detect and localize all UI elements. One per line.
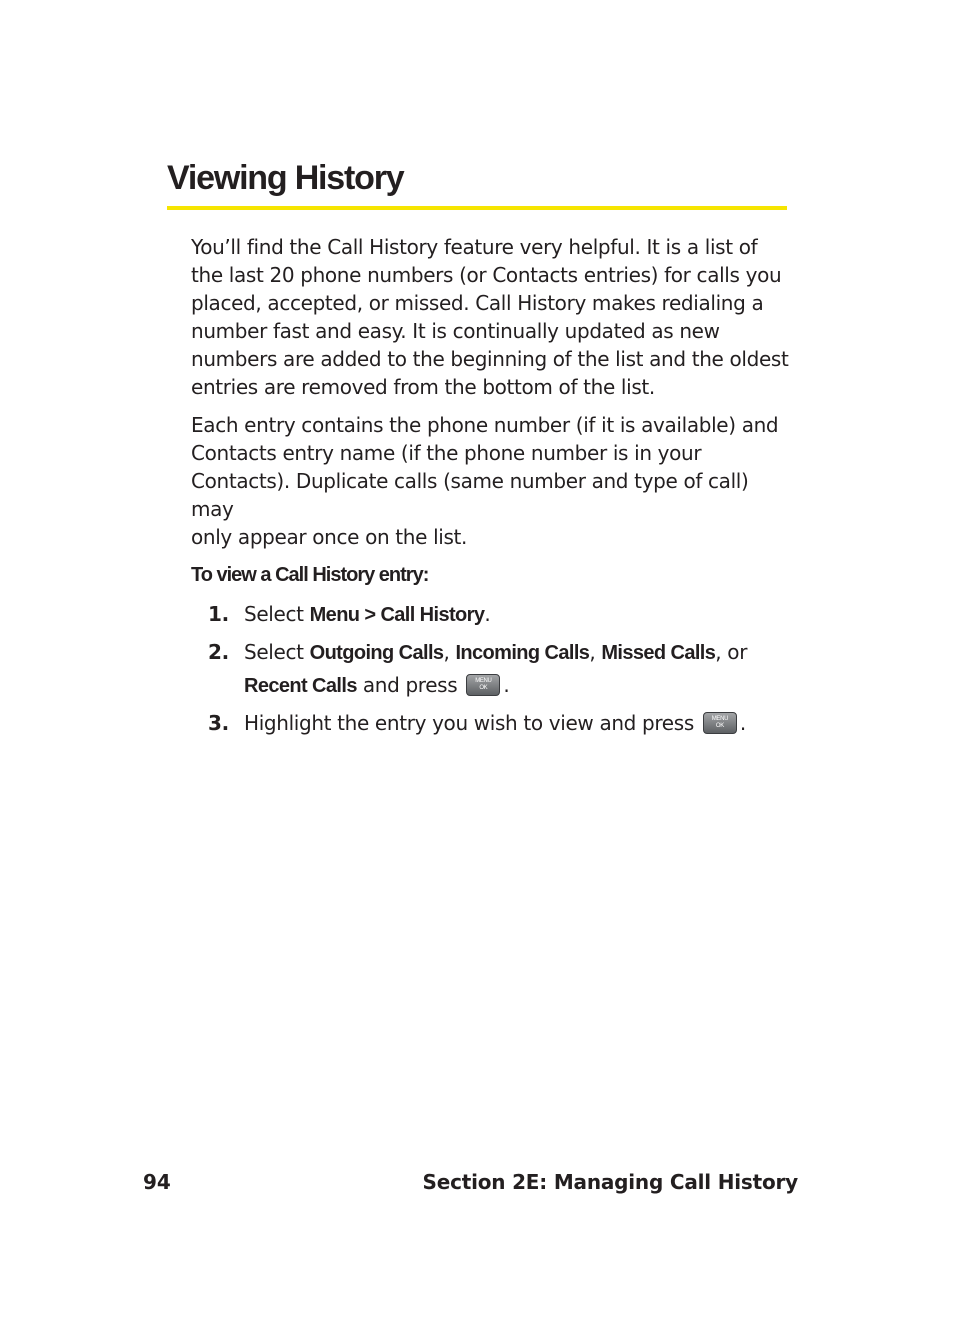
- menu-ok-key-icon: MENU OK: [703, 712, 737, 734]
- step-2: [191, 636, 791, 702]
- comma: ,: [589, 640, 602, 664]
- procedure-steps: [191, 598, 791, 739]
- step-text: Highlight the entry you wish to view and press: [244, 711, 694, 735]
- call-history-keyword: Call History: [380, 604, 485, 626]
- section-title: Section 2E: Managing Call History: [422, 1170, 798, 1194]
- step-text-end: .: [503, 673, 510, 697]
- incoming-calls-keyword: Incoming Calls: [455, 642, 590, 664]
- step-text-end: .: [484, 602, 491, 626]
- comma: ,: [443, 640, 456, 664]
- step-number: 1.: [208, 602, 229, 626]
- path-separator: >: [359, 604, 381, 626]
- step-number: 2.: [208, 640, 229, 664]
- menu-ok-key-icon: MENU OK: [466, 674, 500, 696]
- title-rule: [167, 206, 787, 210]
- step-text: Select: [244, 602, 310, 626]
- step-3: [191, 707, 791, 739]
- step-text-press: and press: [356, 673, 458, 697]
- page-number: 94: [143, 1170, 171, 1194]
- body-content: [191, 233, 791, 739]
- page-title: Viewing History: [167, 159, 404, 197]
- missed-calls-keyword: Missed Calls: [601, 642, 716, 664]
- comma-or: , or: [715, 640, 748, 664]
- recent-calls-keyword: Recent Calls: [244, 675, 357, 697]
- step-text: Select: [244, 640, 310, 664]
- menu-keyword: Menu: [309, 604, 360, 626]
- entry-paragraph: Each entry contains the phone number (if it is available) and Contacts entry name (if the phone number is in your Contacts). Duplicate calls (same number and type of call) may only appear once on the list.: [191, 413, 779, 549]
- procedure-heading: To view a Call History entry:: [191, 564, 429, 586]
- outgoing-calls-keyword: Outgoing Calls: [309, 642, 444, 664]
- intro-paragraph: You’ll find the Call History feature very helpful. It is a list of the last 20 phone numbers (or Contacts entries) for calls you placed, accepted, or missed. Call History makes redialing a number fast and easy. It is continually updated as new numbers are added to the beginning of the list and the oldest entries are removed from the bottom of the list.: [191, 235, 789, 399]
- step-1: [191, 598, 791, 631]
- step-text-end: .: [739, 711, 746, 735]
- step-number: 3.: [208, 711, 229, 735]
